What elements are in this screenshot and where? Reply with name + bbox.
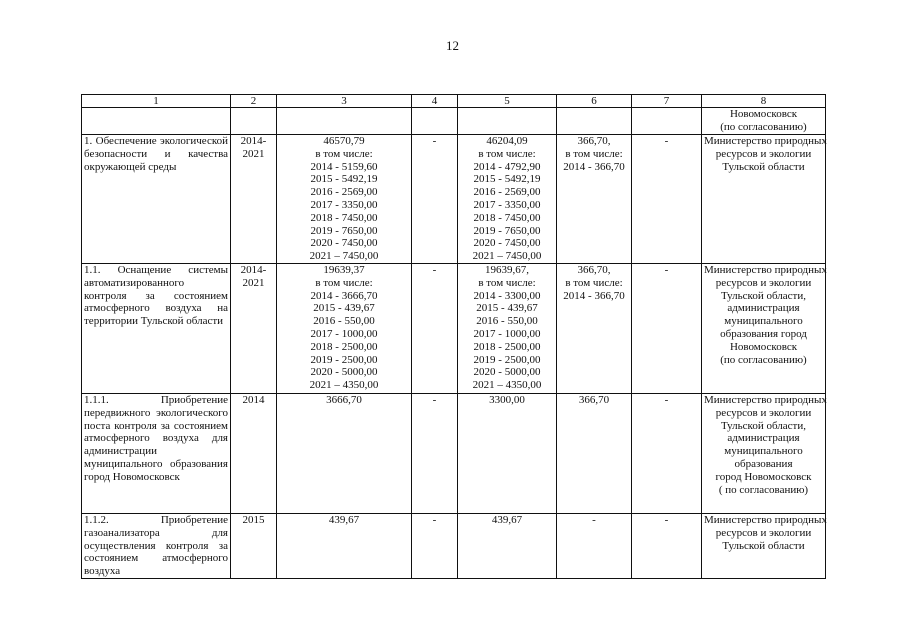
regional-cell-line: 19639,67,	[485, 264, 529, 276]
total-cell	[277, 514, 412, 579]
federal-cell: -	[412, 264, 458, 394]
regional-cell-line: 439,67	[491, 514, 523, 526]
regional-cell-line: 2021 – 7450,00	[472, 250, 542, 263]
municipal-cell-line: 366,70,	[577, 135, 611, 147]
measure-name-cell: 1. Обеспечение экологической безопасности и качества окружающей среды	[82, 135, 231, 264]
period-cell-line: 2021	[242, 276, 265, 289]
total-cell-line: 2017 - 1000,00	[310, 327, 378, 340]
program-table	[81, 94, 826, 579]
continuation-row	[82, 108, 826, 135]
total-cell-line: 2021 – 7450,00	[309, 250, 379, 263]
responsible-cell-line: Тульской области,	[720, 419, 807, 432]
responsible-cell-line: Новомосковск	[729, 340, 798, 353]
total-cell	[277, 394, 412, 514]
responsible-cell-line: Министерство природных	[704, 264, 827, 276]
total-cell-line: 19639,37	[323, 264, 365, 276]
header-cell: 5	[458, 95, 557, 108]
responsible-cell	[702, 264, 826, 394]
table-row	[82, 135, 826, 264]
responsible-cell-line: администрация	[727, 302, 800, 315]
municipal-cell-line: 2014 - 366,70	[563, 160, 625, 173]
responsible-line: (по согласованию)	[720, 120, 807, 133]
total-cell	[277, 264, 412, 394]
responsible-cell-line: (по согласованию)	[720, 353, 807, 366]
responsible-cell-line: ( по согласованию)	[718, 483, 809, 496]
responsible-cell-line: ресурсов и экологии	[715, 147, 812, 160]
regional-cell	[458, 394, 557, 514]
period-cell-line: 2021	[242, 147, 265, 160]
responsible-line: Новомосковск	[729, 108, 798, 120]
regional-cell-line: 3300,00	[489, 394, 525, 406]
municipal-cell-line: 2014 - 366,70	[563, 289, 625, 302]
responsible-cell-line: муниципального	[724, 315, 803, 328]
regional-cell-line: 2020 - 7450,00	[473, 237, 541, 250]
responsible-cell-line: администрация	[727, 432, 800, 445]
responsible-cell	[702, 514, 826, 579]
municipal-cell	[557, 514, 632, 579]
regional-cell-line: 2014 - 4792,90	[473, 160, 541, 173]
total-cell-line: 2018 - 7450,00	[310, 211, 378, 224]
period-cell	[231, 264, 277, 394]
regional-cell	[458, 514, 557, 579]
regional-cell	[458, 264, 557, 394]
measure-name-cell: 1.1.1. Приобретение передвижного экологического поста контроля за состоянием атмосферного воздуха для администрации муниципального образования город Новомосковск	[82, 394, 231, 514]
responsible-cell-line: город Новомосковск	[715, 470, 812, 483]
responsible-cell-line: Министерство природных	[704, 394, 827, 406]
total-cell-line: 2017 - 3350,00	[310, 198, 378, 211]
regional-cell-line: 2019 - 7650,00	[473, 224, 541, 237]
regional-cell-line: 2016 - 550,00	[476, 315, 538, 328]
federal-cell: -	[412, 514, 458, 579]
regional-cell-line: 2016 - 2569,00	[473, 186, 541, 199]
other-cell: -	[632, 135, 702, 264]
total-cell-line: 2014 - 5159,60	[310, 160, 378, 173]
responsible-cell	[702, 108, 826, 135]
other-cell: -	[632, 264, 702, 394]
header-cell: 6	[557, 95, 632, 108]
total-cell-line: 2020 - 5000,00	[310, 366, 378, 379]
total-cell-line: 2014 - 3666,70	[310, 289, 378, 302]
total-cell-line: 2015 - 439,67	[313, 302, 375, 315]
responsible-cell-line: образования город	[720, 327, 807, 340]
regional-cell-line: 2018 - 7450,00	[473, 211, 541, 224]
total-cell-line: 2019 - 2500,00	[310, 353, 378, 366]
header-cell: 2	[231, 95, 277, 108]
regional-cell-line: 2017 - 3350,00	[473, 198, 541, 211]
header-row	[82, 95, 826, 108]
total-cell-line: 439,67	[328, 514, 360, 526]
total-cell-line: 2018 - 2500,00	[310, 340, 378, 353]
regional-cell-line: 2019 - 2500,00	[473, 353, 541, 366]
responsible-cell	[702, 394, 826, 514]
period-cell-line: 2015	[242, 514, 265, 526]
municipal-cell	[557, 394, 632, 514]
regional-cell-line: 2015 - 439,67	[476, 302, 538, 315]
total-cell-line: в том числе:	[315, 276, 373, 289]
period-cell-line: 2014-	[240, 264, 267, 276]
responsible-cell-line: ресурсов и экологии	[715, 406, 812, 419]
header-cell: 7	[632, 95, 702, 108]
regional-cell-line: 2014 - 3300,00	[473, 289, 541, 302]
page-number: 12	[446, 38, 459, 53]
federal-cell: -	[412, 135, 458, 264]
regional-cell-line: в том числе:	[478, 276, 536, 289]
responsible-cell-line: Тульской области	[722, 160, 805, 173]
municipal-cell-line: 366,70	[578, 394, 610, 406]
period-cell-line: 2014-	[240, 135, 267, 147]
regional-cell	[458, 135, 557, 264]
header-cell: 1	[82, 95, 231, 108]
period-cell	[231, 514, 277, 579]
table-row	[82, 394, 826, 514]
measure-name-cell: 1.1. Оснащение системы автоматизированного контроля за состоянием атмосферного воздуха на территории Тульской области	[82, 264, 231, 394]
total-cell-line: 2020 - 7450,00	[310, 237, 378, 250]
regional-cell-line: в том числе:	[478, 147, 536, 160]
responsible-cell-line: ресурсов и экологии	[715, 526, 812, 539]
total-cell-line: 46570,79	[323, 135, 365, 147]
header-cell: 4	[412, 95, 458, 108]
regional-cell-line: 2020 - 5000,00	[473, 366, 541, 379]
municipal-cell-line: в том числе:	[565, 147, 623, 160]
regional-cell-line: 2017 - 1000,00	[473, 327, 541, 340]
total-cell-line: в том числе:	[315, 147, 373, 160]
responsible-cell-line: Министерство природных	[704, 514, 827, 526]
header-cell: 3	[277, 95, 412, 108]
total-cell-line: 2021 – 4350,00	[309, 379, 379, 392]
other-cell: -	[632, 514, 702, 579]
total-cell-line: 2019 - 7650,00	[310, 224, 378, 237]
total-cell-line: 2016 - 550,00	[313, 315, 375, 328]
regional-cell-line: 46204,09	[486, 135, 528, 147]
municipal-cell	[557, 135, 632, 264]
responsible-cell-line: ресурсов и экологии	[715, 276, 812, 289]
federal-cell: -	[412, 394, 458, 514]
total-cell-line: 2016 - 2569,00	[310, 186, 378, 199]
total-cell	[277, 135, 412, 264]
municipal-cell-line: в том числе:	[565, 276, 623, 289]
responsible-cell	[702, 135, 826, 264]
regional-cell-line: 2018 - 2500,00	[473, 340, 541, 353]
responsible-cell-line: Тульской области	[722, 539, 805, 552]
regional-cell-line: 2021 – 4350,00	[472, 379, 542, 392]
responsible-cell-line: образования	[734, 457, 793, 470]
total-cell-line: 3666,70	[326, 394, 362, 406]
table-row	[82, 514, 826, 579]
municipal-cell-line: 366,70,	[577, 264, 611, 276]
municipal-cell	[557, 264, 632, 394]
total-cell-line: 2015 - 5492,19	[310, 173, 378, 186]
header-cell: 8	[702, 95, 826, 108]
period-cell-line: 2014	[242, 394, 265, 406]
responsible-cell-line: Министерство природных	[704, 135, 827, 147]
period-cell	[231, 135, 277, 264]
measure-name-cell: 1.1.2. Приобретение газоанализатора для осуществления контроля за состоянием атмосферного воздуха	[82, 514, 231, 579]
responsible-cell-line: муниципального	[724, 445, 803, 458]
table-row	[82, 264, 826, 394]
regional-cell-line: 2015 - 5492,19	[473, 173, 541, 186]
municipal-cell-line: -	[592, 514, 596, 526]
other-cell: -	[632, 394, 702, 514]
period-cell	[231, 394, 277, 514]
responsible-cell-line: Тульской области,	[720, 289, 807, 302]
